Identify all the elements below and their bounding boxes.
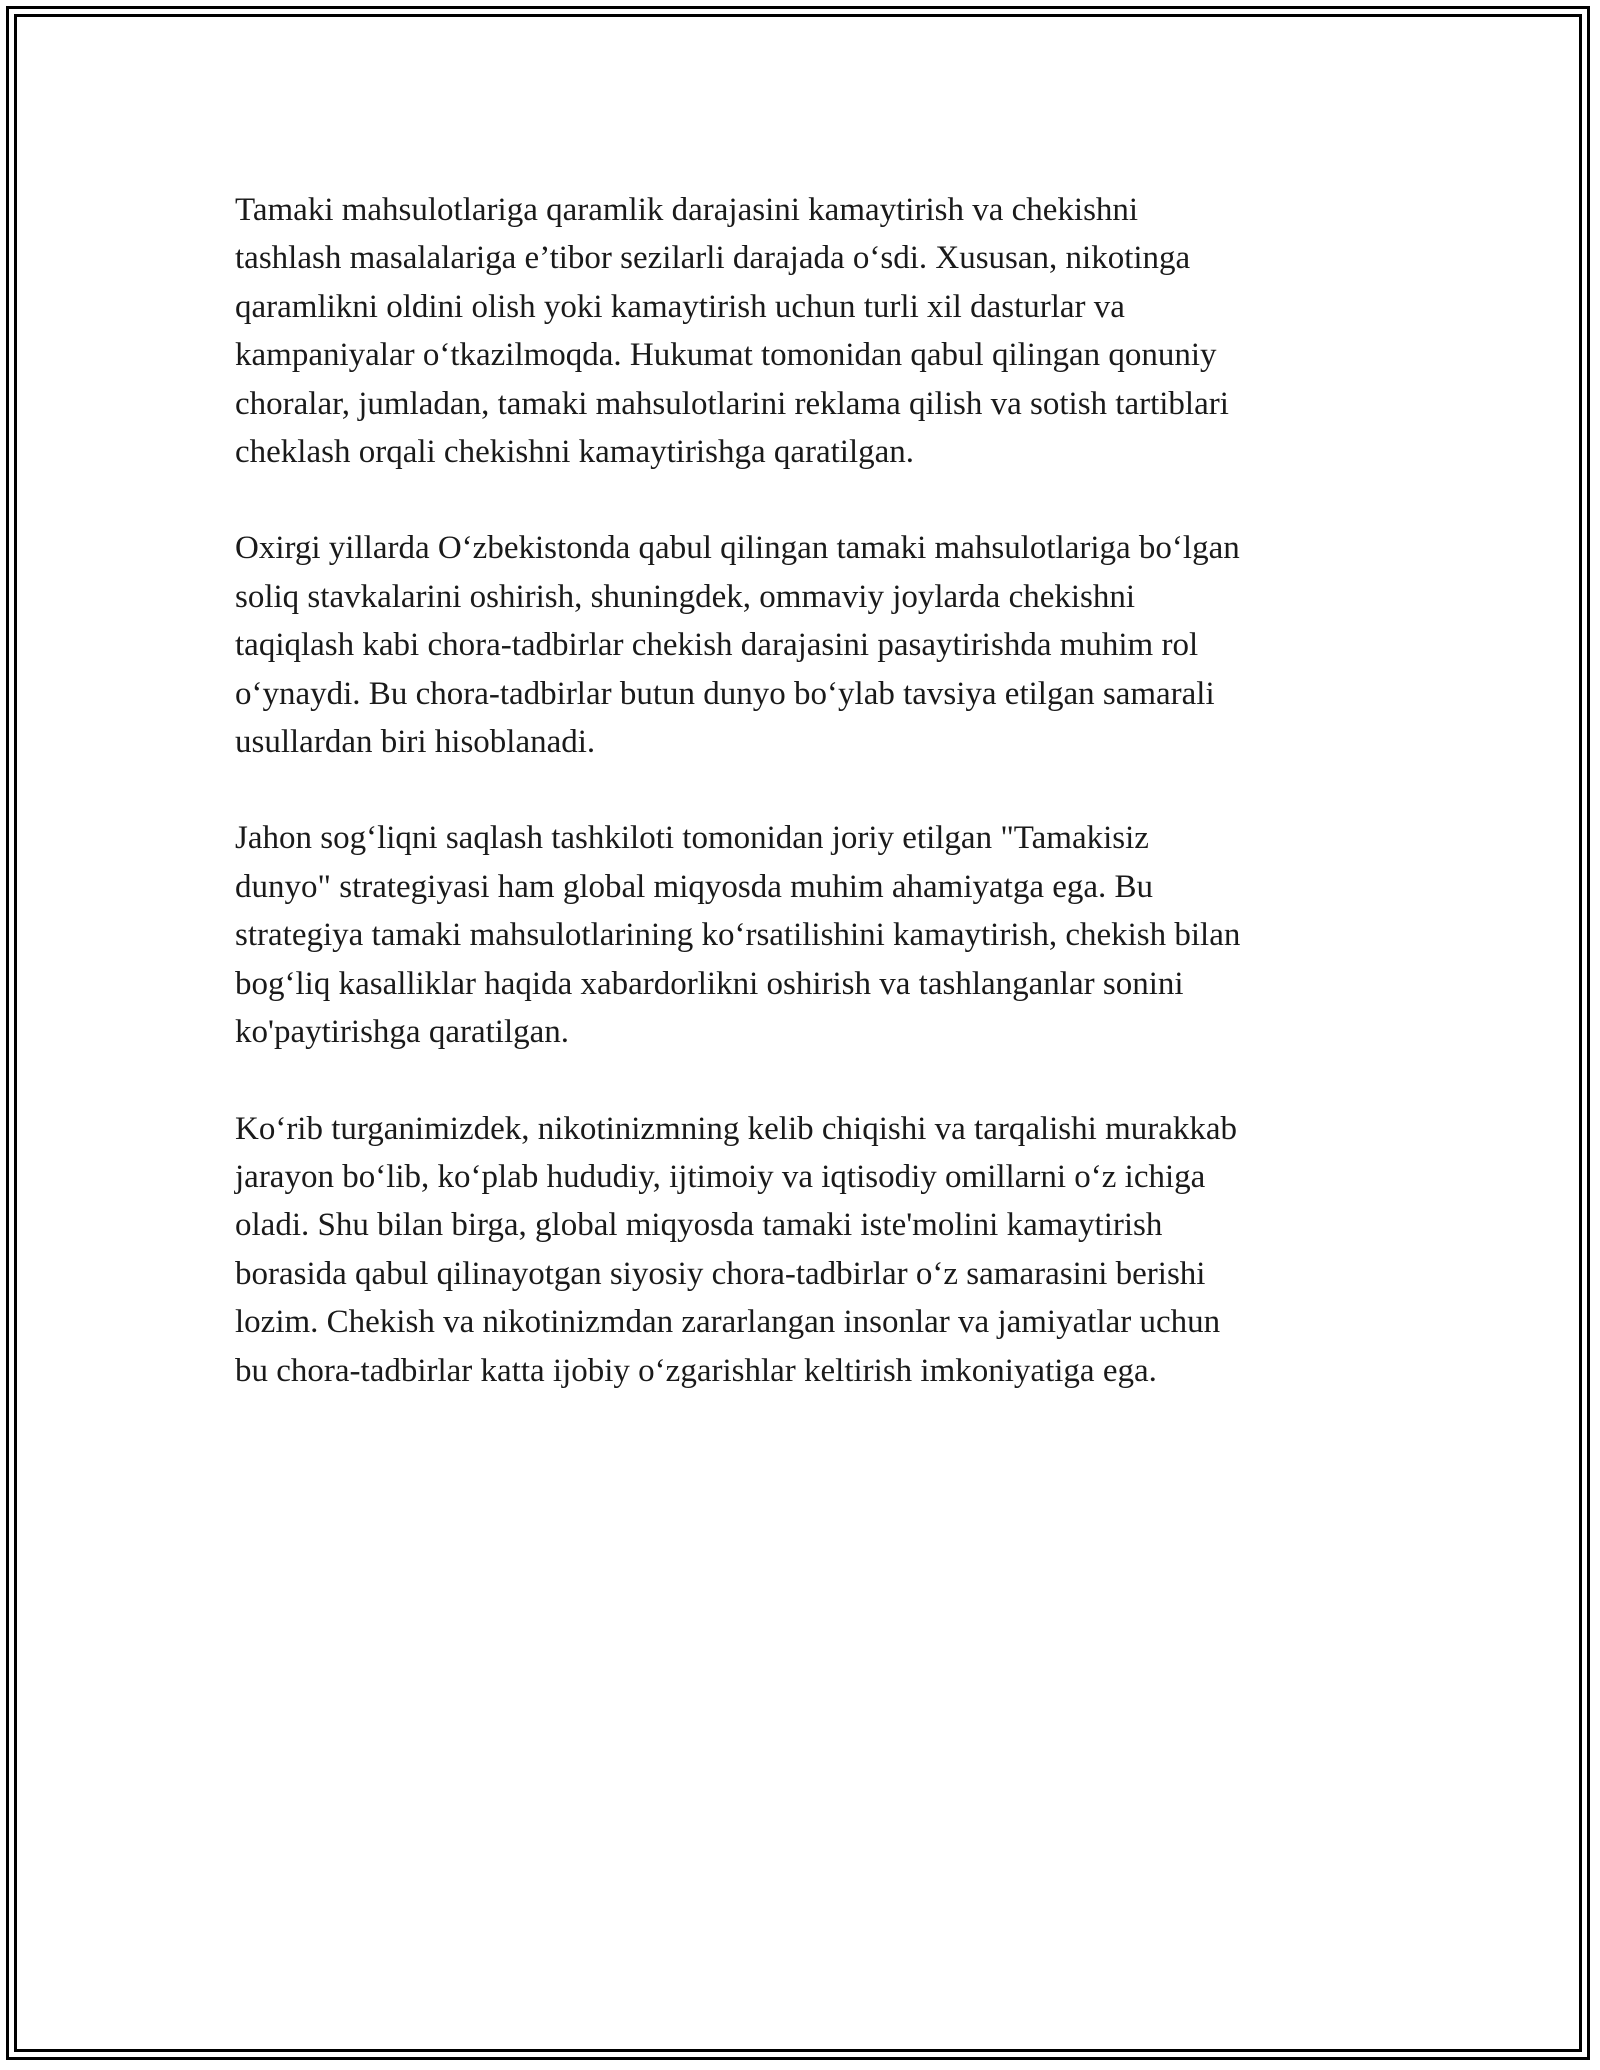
- paragraph-2: Oxirgi yillarda O‘zbekistonda qabul qilingan tamaki mahsulotlariga bo‘lgan soliq stavkalarini oshirish, shuningdek, ommaviy joylarda chekishni taqiqlash kabi chora-tadbirlar chekish darajasini pasaytirishda muhim rol o‘ynaydi. Bu chora-tadbirlar butun dunyo bo‘ylab tavsiya etilgan samarali usullardan biri hisoblanadi.: [235, 530, 1240, 761]
- paragraph-1: Tamaki mahsulotlariga qaramlik darajasini kamaytirish va chekishni tashlash masalalariga e’tibor sezilarli darajada o‘sdi. Xususan, nikotinga qaramlikni oldini olish yoki kamaytirish uchun turli xil dasturlar va kampaniyalar o‘tkazilmoqda. Hukumat tomonidan qabul qilingan qonuniy choralar, jumladan, tamaki mahsulotlarini reklama qilish va sotish tartiblari cheklash orqali chekishni kamaytirishga qaratilgan.: [235, 192, 1229, 471]
- paragraph-3: Jahon sog‘liqni saqlash tashkiloti tomonidan joriy etilgan "Tamakisiz dunyo" strategiyasi ham global miqyosda muhim ahamiyatga ega. Bu strategiya tamaki mahsulotlarining ko‘rsatilishini kamaytirish, chekish bilan bog‘liq kasalliklar haqida xabardorlikni oshirish va tashlanganlar sonini ko'paytirishga qaratilgan.: [235, 820, 1241, 1051]
- document-body: [235, 186, 1365, 1443]
- paragraph-4: Ko‘rib turganimizdek, nikotinizmning kelib chiqishi va tarqalishi murakkab jarayon bo‘lib, ko‘plab hududiy, ijtimoiy va iqtisodiy omillarni o‘z ichiga oladi. Shu bilan birga, global miqyosda tamaki iste'molini kamaytirish borasida qabul qilinayotgan siyosiy chora-tadbirlar o‘z samarasini berishi lozim. Chekish va nikotinizmdan zararlangan insonlar va jamiyatlar uchun bu chora-tadbirlar katta ijobiy o‘zgarishlar keltirish imkoniyatiga ega.: [235, 1110, 1238, 1389]
